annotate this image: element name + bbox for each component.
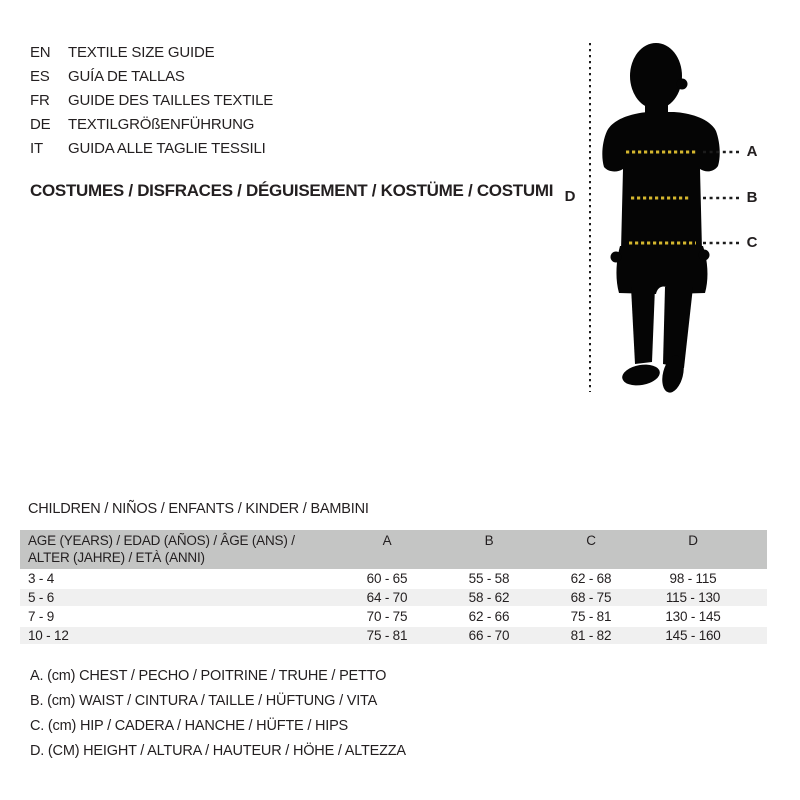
height-value: 130 - 145 <box>665 609 721 624</box>
lang-row-fr <box>30 89 273 113</box>
waist-value: 58 - 62 <box>468 590 510 605</box>
legend-hip: C. (cm) HIP / CADERA / HANCHE / HÜFTE / HIPS <box>30 718 349 734</box>
table-header-row <box>20 530 767 569</box>
age-cell: 7 - 9 <box>28 609 55 624</box>
lang-title: GUIDA ALLE TAGLIE TESSILI <box>68 140 266 157</box>
lang-code: IT <box>30 140 43 157</box>
child-silhouette-svg <box>540 20 800 410</box>
chest-value: 75 - 81 <box>366 628 408 643</box>
age-cell: 3 - 4 <box>28 571 55 586</box>
label-waist-b: B <box>746 189 758 206</box>
child-silhouette <box>602 43 719 395</box>
column-header-c: C <box>586 533 596 548</box>
lang-code: FR <box>30 92 50 109</box>
table-row <box>20 588 767 607</box>
lang-title: GUIDE DES TAILLES TEXTILE <box>68 92 274 109</box>
language-title-list <box>30 41 273 161</box>
lang-title: GUÍA DE TALLAS <box>68 68 185 85</box>
size-table <box>20 530 767 645</box>
height-value: 98 - 115 <box>669 571 717 586</box>
legend-height: D. (CM) HEIGHT / ALTURA / HAUTEUR / HÖHE / ALTEZZA <box>30 743 406 759</box>
table-row <box>20 626 767 645</box>
lang-code: DE <box>30 116 51 133</box>
waist-value: 66 - 70 <box>468 628 510 643</box>
lang-row-de <box>30 113 273 137</box>
waist-value: 55 - 58 <box>468 571 510 586</box>
hip-value: 75 - 81 <box>570 609 612 624</box>
age-header-cell <box>20 532 336 566</box>
age-cell: 5 - 6 <box>28 590 55 605</box>
column-header-d: D <box>688 533 698 548</box>
chest-value: 64 - 70 <box>366 590 408 605</box>
column-header-b: B <box>484 533 494 548</box>
measurement-diagram <box>540 20 800 410</box>
waist-value: 62 - 66 <box>468 609 510 624</box>
height-value: 145 - 160 <box>665 628 721 643</box>
hip-value: 81 - 82 <box>570 628 612 643</box>
chest-value: 60 - 65 <box>366 571 408 586</box>
lang-title: TEXTILE SIZE GUIDE <box>68 44 215 61</box>
category-title: COSTUMES / DISFRACES / DÉGUISEMENT / KOSTÜME / COSTUMI <box>30 181 554 200</box>
hip-value: 62 - 68 <box>570 571 612 586</box>
table-row <box>20 607 767 626</box>
chest-value: 70 - 75 <box>366 609 408 624</box>
table-section-title: CHILDREN / NIÑOS / ENFANTS / KINDER / BAMBINI <box>28 501 369 517</box>
lang-title: TEXTILGRÖßENFÜHRUNG <box>68 116 255 133</box>
lang-row-it <box>30 137 273 161</box>
legend-chest: A. (cm) CHEST / PECHO / POITRINE / TRUHE / PETTO <box>30 668 387 684</box>
legend-waist: B. (cm) WAIST / CINTURA / TAILLE / HÜFTUNG / VITA <box>30 693 378 709</box>
label-height-d: D <box>564 188 576 205</box>
hip-value: 68 - 75 <box>570 590 612 605</box>
lang-code: ES <box>30 68 50 85</box>
column-header-a: A <box>382 533 392 548</box>
lang-code: EN <box>30 44 51 61</box>
measurement-legend <box>30 664 406 764</box>
label-chest-a: A <box>746 143 758 160</box>
label-hip-c: C <box>746 234 758 251</box>
age-cell: 10 - 12 <box>28 628 69 643</box>
table-row <box>20 569 767 588</box>
lang-row-en <box>30 41 273 65</box>
height-value: 115 - 130 <box>665 590 721 605</box>
lang-row-es <box>30 65 273 89</box>
age-header-line2: ALTER (JAHRE) / ETÀ (ANNI) <box>28 550 205 565</box>
age-header-line1: AGE (YEARS) / EDAD (AÑOS) / ÂGE (ANS) / <box>28 533 295 548</box>
